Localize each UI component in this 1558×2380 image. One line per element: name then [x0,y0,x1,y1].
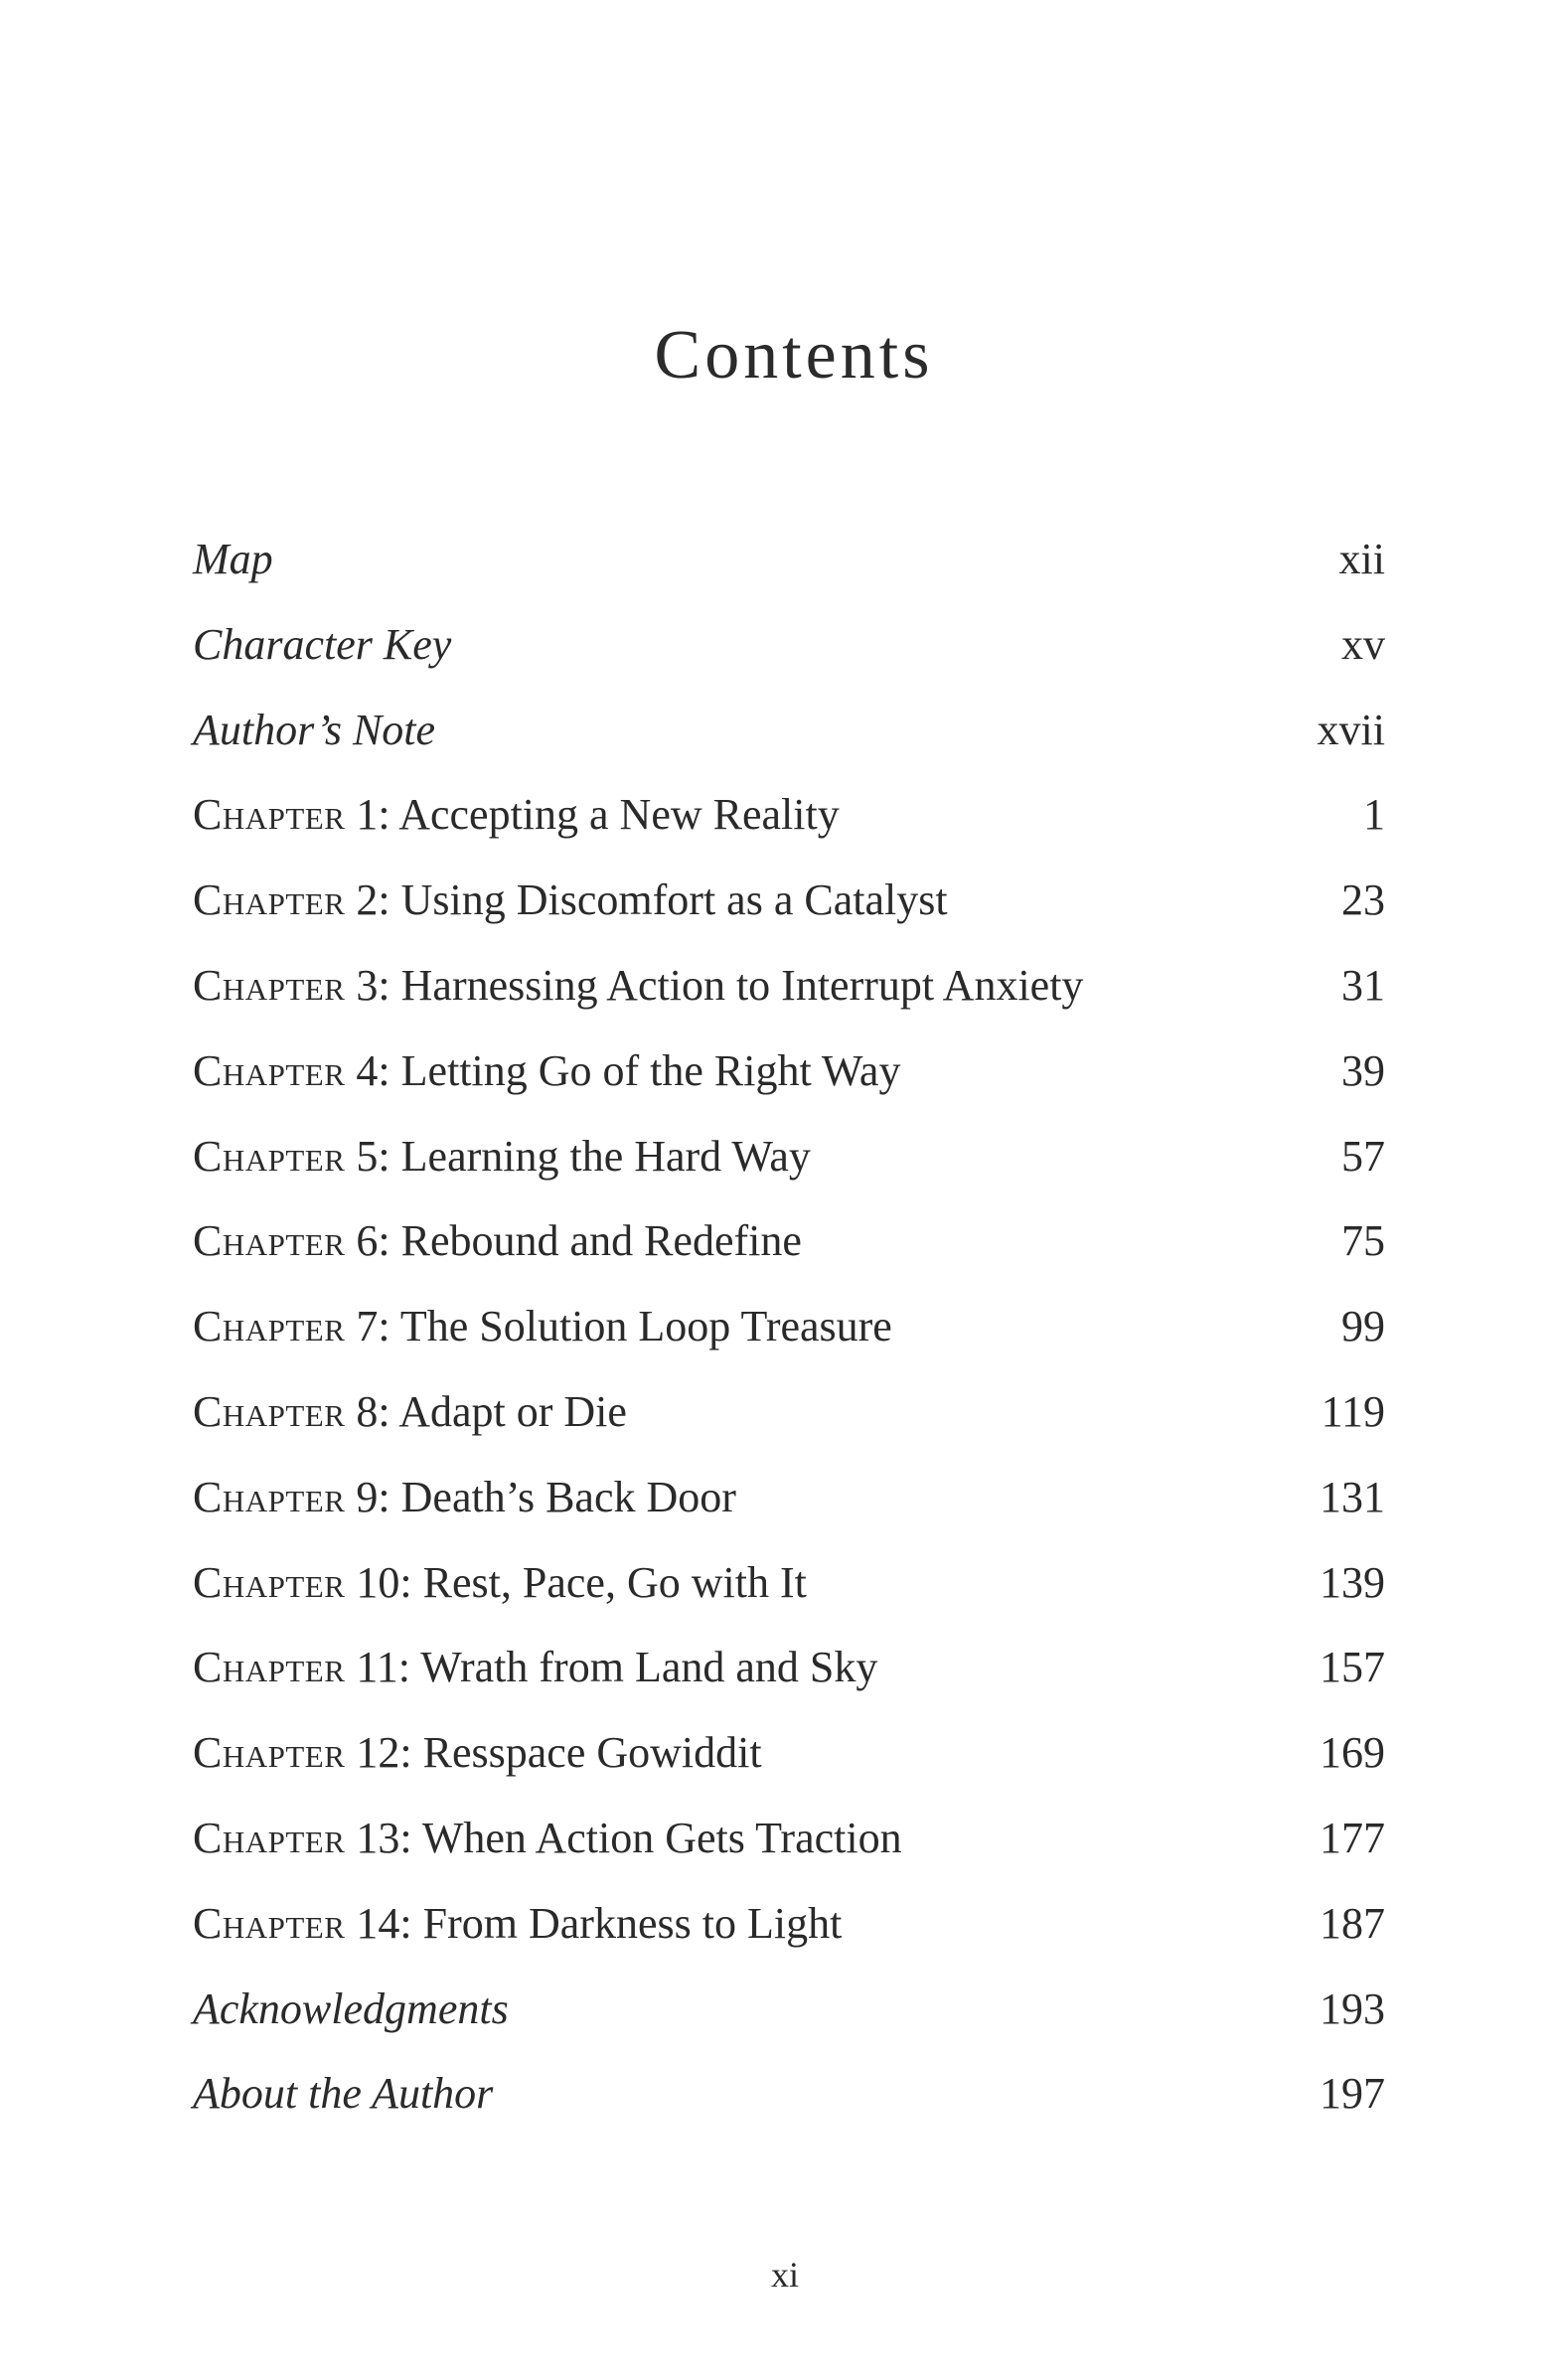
chapter-prefix: Chapter [193,1643,346,1692]
chapter-number: 4 [356,1045,379,1095]
chapter-title: Accepting a New Reality [398,790,840,840]
chapter-number: 5 [356,1131,379,1181]
chapter-number: 14 [356,1898,400,1948]
chapter-prefix: Chapter [193,1557,346,1607]
toc-entry-page: xvii [1317,705,1385,754]
toc-entry-page: 177 [1320,1813,1385,1862]
chapter-prefix: Chapter [193,1302,346,1351]
toc-entry-page: xii [1338,535,1385,583]
toc-entry-page: 23 [1341,875,1385,925]
toc-entry-chapter-6[interactable] [193,1198,1385,1284]
toc-entry-chapter-5[interactable] [193,1114,1385,1199]
toc-entry-label: Chapter 12: Resspace Gowiddit [193,1728,762,1778]
chapter-prefix: Chapter [193,1131,346,1181]
toc-entry-chapter-7[interactable] [193,1284,1385,1369]
chapter-title: Using Discomfort as a Catalyst [400,875,948,925]
chapter-prefix: Chapter [193,790,346,840]
chapter-title: The Solution Loop Treasure [399,1302,892,1351]
toc-entry-chapter-8[interactable] [193,1369,1385,1455]
chapter-prefix: Chapter [193,1045,346,1095]
chapter-title: Learning the Hard Way [400,1131,811,1181]
toc-entry-page: 99 [1341,1302,1385,1351]
toc-entry-about-the-author[interactable] [193,2051,1385,2137]
chapter-title: From Darkness to Light [422,1898,843,1948]
toc-entry-page: 169 [1320,1728,1385,1778]
toc-entry-map[interactable] [193,517,1385,602]
chapter-prefix: Chapter [193,1898,346,1948]
chapter-prefix: Chapter [193,1813,346,1862]
toc-entry-label: Chapter 10: Rest, Pace, Go with It [193,1557,807,1607]
chapter-prefix: Chapter [193,1472,346,1521]
chapter-title: Adapt or Die [398,1386,627,1436]
chapter-number: 9 [356,1472,379,1521]
toc-entry-page: 187 [1320,1898,1385,1948]
toc-entry-page: 31 [1341,960,1385,1010]
toc-entry-page: xv [1341,619,1385,669]
chapter-title: When Action Gets Traction [421,1813,902,1862]
toc-entry-chapter-1[interactable] [193,772,1385,858]
chapter-number: 6 [356,1216,379,1266]
chapter-number: 12 [356,1728,400,1778]
toc-entry-page: 139 [1320,1557,1385,1607]
toc-entry-chapter-14[interactable] [193,1881,1385,1967]
chapter-title: Harnessing Action to Interrupt Anxiety [400,960,1084,1010]
toc-entry-label: Chapter 5: Learning the Hard Way [193,1131,811,1181]
chapter-title: Rest, Pace, Go with It [422,1557,807,1607]
toc-entry-page: 57 [1341,1131,1385,1181]
toc-entry-page: 131 [1320,1472,1385,1521]
toc-entry-chapter-10[interactable] [193,1540,1385,1626]
chapter-number: 3 [356,960,379,1010]
chapter-number: 7 [356,1302,379,1351]
chapter-title: Wrath from Land and Sky [420,1643,878,1692]
toc-entry-label: Chapter 9: Death’s Back Door [193,1472,736,1521]
chapter-prefix: Chapter [193,875,346,925]
table-of-contents [193,517,1385,2137]
toc-entry-label: Chapter 14: From Darkness to Light [193,1898,843,1948]
toc-entry-character-key[interactable] [193,602,1385,688]
toc-entry-label: Acknowledgments [193,1983,509,2033]
toc-entry-label: Chapter 6: Rebound and Redefine [193,1216,802,1266]
page-title: Contents [654,317,934,394]
chapter-title: Resspace Gowiddit [422,1728,762,1778]
toc-entry-acknowledgments[interactable] [193,1967,1385,2052]
toc-entry-chapter-3[interactable] [193,943,1385,1029]
chapter-number: 11 [356,1643,398,1692]
toc-entry-page: 1 [1363,790,1385,840]
toc-entry-page: 197 [1320,2069,1385,2119]
chapter-prefix: Chapter [193,960,346,1010]
toc-entry-page: 157 [1320,1643,1385,1692]
chapter-title: Letting Go of the Right Way [400,1045,901,1095]
chapter-number: 10 [356,1557,400,1607]
toc-entry-label: Chapter 4: Letting Go of the Right Way [193,1045,901,1095]
toc-entry-chapter-12[interactable] [193,1710,1385,1796]
toc-entry-page: 75 [1341,1216,1385,1266]
chapter-number: 2 [356,875,379,925]
toc-entry-chapter-9[interactable] [193,1455,1385,1540]
toc-entry-label: Chapter 3: Harnessing Action to Interrupt Anxiety [193,960,1084,1010]
toc-entry-label: Author’s Note [193,705,436,754]
toc-entry-label: Chapter 2: Using Discomfort as a Catalyst [193,875,948,925]
page-number-folio: xi [770,2255,799,2295]
chapter-prefix: Chapter [193,1216,346,1266]
chapter-number: 8 [356,1386,379,1436]
chapter-title: Death’s Back Door [400,1472,736,1521]
chapter-prefix: Chapter [193,1386,346,1436]
toc-entry-chapter-2[interactable] [193,858,1385,943]
toc-entry-chapter-13[interactable] [193,1796,1385,1881]
toc-entry-label: Chapter 7: The Solution Loop Treasure [193,1302,892,1351]
toc-entry-label: About the Author [193,2069,494,2119]
chapter-number: 1 [356,790,379,840]
toc-entry-page: 39 [1341,1045,1385,1095]
toc-entry-label: Chapter 11: Wrath from Land and Sky [193,1643,878,1692]
chapter-number: 13 [356,1813,400,1862]
toc-entry-chapter-11[interactable] [193,1625,1385,1710]
chapter-title: Rebound and Redefine [400,1216,802,1266]
toc-entry-label: Chapter 1: Accepting a New Reality [193,790,840,840]
toc-entry-page: 193 [1320,1983,1385,2033]
chapter-prefix: Chapter [193,1728,346,1778]
toc-entry-page: 119 [1321,1386,1385,1436]
toc-entry-label: Chapter 13: When Action Gets Traction [193,1813,902,1862]
toc-entry-label: Chapter 8: Adapt or Die [193,1386,627,1436]
toc-entry-authors-note[interactable] [193,688,1385,773]
toc-entry-chapter-4[interactable] [193,1029,1385,1114]
toc-entry-label: Map [193,535,273,583]
toc-entry-label: Character Key [193,619,452,669]
